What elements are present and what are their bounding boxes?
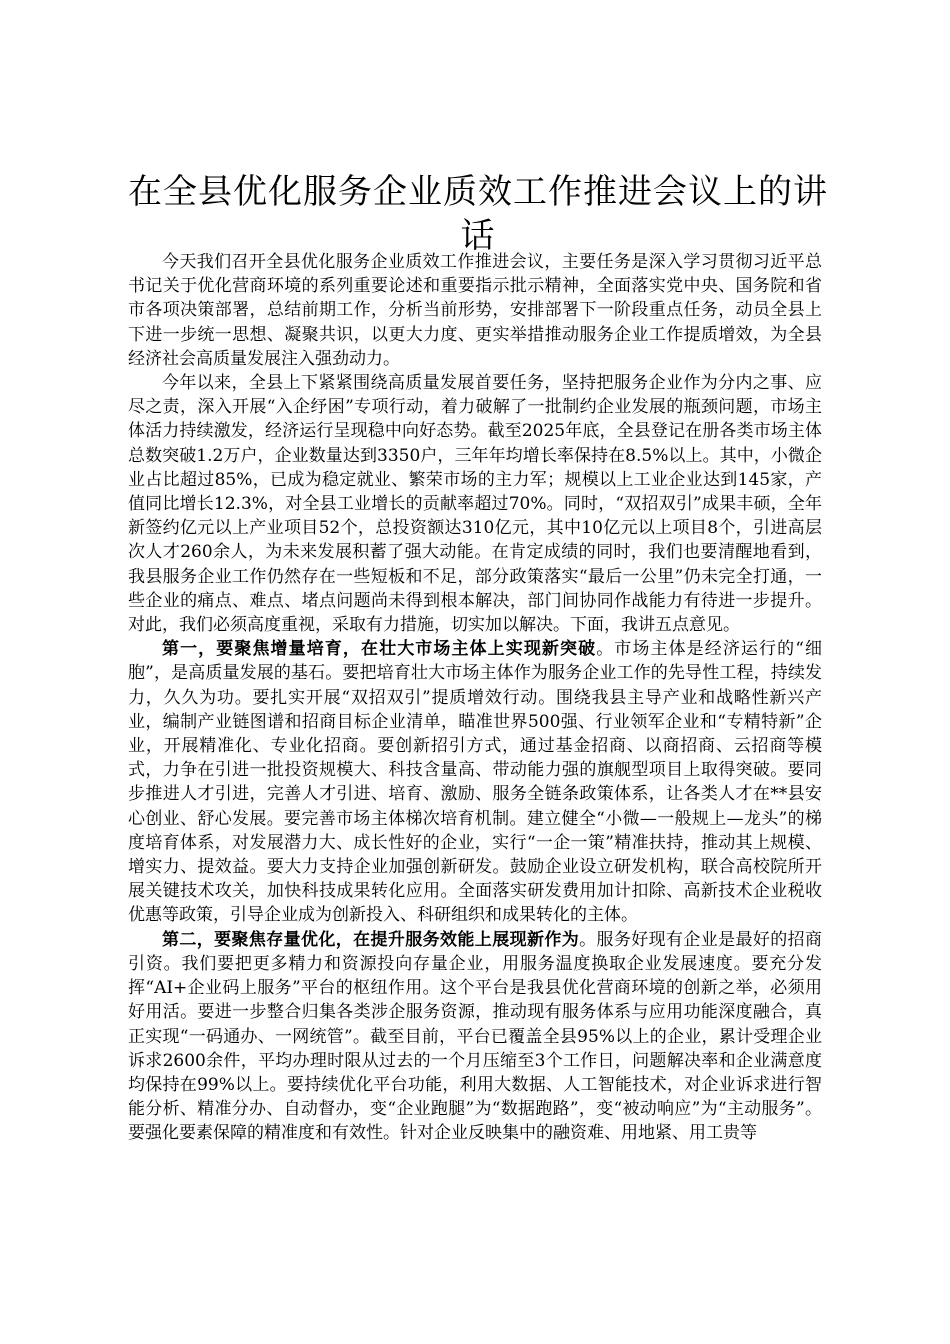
paragraph-review: [128, 371, 822, 637]
paragraph-lead: 第二，要聚焦存量优化，在提升服务效能上展现新作为: [162, 929, 580, 950]
paragraph-point-one: [128, 637, 822, 927]
paragraph-text: 今年以来，全县上下紧紧围绕高质量发展首要任务，坚持把服务企业作为分内之事、应尽之责，深入开展“入企纾困”专项行动，着力破解了一批制约企业发展的瓶颈问题，市场主体活力持续激发，经济运行呈现稳中向好态势。截至2025年底，全县登记在册各类市场主体总数突破1.2万户，企业数量达到3350户，三年年均增长率保持在8.5%以上。其中，小微企业占比超过85%，已成为稳定就业、繁荣市场的主力军；规模以上工业企业达到145家，产值同比增长12.3%，对全县工业增长的贡献率超过70%。同时，“双招双引”成果丰硕，全年新签约亿元以上产业项目52个，总投资额达310亿元，其中10亿元以上项目8个，引进高层次人才260余人，为未来发展积蓄了强大动能。在肯定成绩的同时，我们也要清醒地看到，我县服务企业工作仍然存在一些短板和不足，部分政策落实“最后一公里”仍未完全打通，一些企业的痛点、难点、堵点问题尚未得到根本解决，部门间协同作战能力有待进一步提升。对此，我们必须高度重视，采取有力措施，切实加以解决。下面，我讲五点意见。: [128, 373, 822, 636]
document-title: 在全县优化服务企业质效工作推进会议上的讲话: [128, 172, 828, 256]
paragraph-text: 今天我们召开全县优化服务企业质效工作推进会议，主要任务是深入学习贯彻习近平总书记关于优化营商环境的系列重要论述和重要指示批示精神，全面落实党中央、国务院和省市各项决策部署，总结前期工作，分析当前形势，安排部署下一阶段重点任务，动员全县上下进一步统一思想、凝聚共识，以更大力度、更实举措推动服务企业工作提质增效，为全县经济社会高质量发展注入强劲动力。: [128, 252, 822, 369]
paragraph-text: 。市场主体是经济运行的“细胞”，是高质量发展的基石。要把培育壮大市场主体作为服务企业工作的先导性工程，持续发力，久久为功。要扎实开展“双招双引”提质增效行动。围绕我县主导产业和战略性新兴产业，编制产业链图谱和招商目标企业清单，瞄准世界500强、行业领军企业和“专精特新”企业，开展精准化、专业化招商。要创新招引方式，通过基金招商、以商招商、云招商等模式，力争在引进一批投资规模大、科技含量高、带动能力强的旗舰型项目上取得突破。要同步推进人才引进，完善人才引进、培育、激励、服务全链条政策体系，让各类人才在**县安心创业、舒心发展。要完善市场主体梯次培育机制。建立健全“小微—一般规上—龙头”的梯度培育体系，对发展潜力大、成长性好的企业，实行“一企一策”精准扶持，推动其上规模、增实力、提效益。要大力支持企业加强创新研发。鼓励企业设立研发机构，联合高校院所开展关键技术攻关，加快科技成果转化应用。全面落实研发费用加计扣除、高新技术企业税收优惠等政策，引导企业成为创新投入、科研组织和成果转化的主体。: [128, 639, 822, 926]
paragraph-point-two: [128, 928, 822, 1146]
document-body: [128, 250, 822, 1146]
paragraph-lead: 第一，要聚焦增量培育，在壮大市场主体上实现新突破: [162, 639, 597, 660]
paragraph-intro: [128, 250, 822, 371]
paragraph-text: 。服务好现有企业是最好的招商引资。我们要把更多精力和资源投向存量企业，用服务温度换取企业发展速度。要充分发挥“AI+企业码上服务”平台的枢纽作用。这个平台是我县优化营商环境的创新之举，必须用好用活。要进一步整合归集各类涉企服务资源，推动现有服务体系与应用功能深度融合，真正实现“一码通办、一网统管”。截至目前，平台已覆盖全县95%以上的企业，累计受理企业诉求2600余件，平均办理时限从过去的一个月压缩至3个工作日，问题解决率和企业满意度均保持在99%以上。要持续优化平台功能，利用大数据、人工智能技术，对企业诉求进行智能分析、精准分办、自动督办，变“企业跑腿”为“数据跑路”，变“被动响应”为“主动服务”。要强化要素保障的精准度和有效性。针对企业反映集中的融资难、用地紧、用工贵等: [128, 929, 823, 1144]
